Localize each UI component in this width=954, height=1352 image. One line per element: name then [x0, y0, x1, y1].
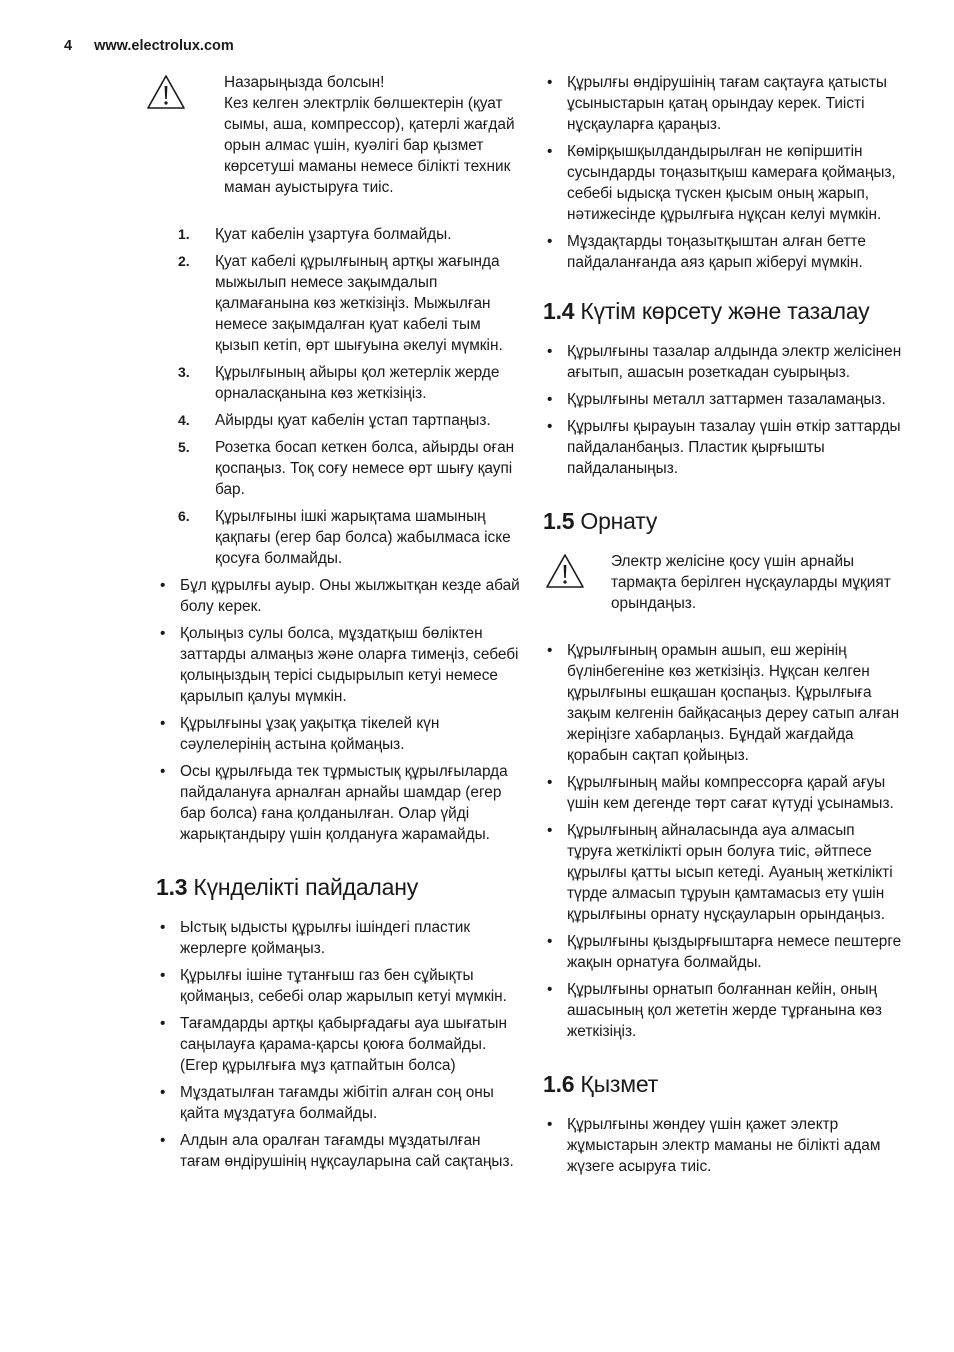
item-text: Розетка босап кеткен болса, айырды оған қоспаңыз. Тоқ соғу немесе өрт шығу қаупі бар. [215, 439, 515, 498]
item-text: Құрылғының айыры қол жетерлік жерде орналасқанына көз жеткізіңіз. [215, 364, 500, 402]
section-number: 1.5 [543, 508, 575, 534]
list-item [178, 437, 521, 500]
bullet-list [543, 341, 903, 479]
warning-block [543, 551, 903, 614]
item-text: Құрылғыны ішкі жарықтама шамының қақпағы (егер бар болса) жабылмаса іске қосуға болмайды. [215, 508, 511, 567]
item-text: Қуат кабелі құрылғының артқы жағында мыжылып немесе зақымдалып қалмағанына көз жеткізіңіз. Мыжылған немесе зақымдалған қуат кабелі тым қызып кетіп, өрт шығуына әкелуі мүмкін. [215, 253, 503, 354]
list-item: • Құрылғының айналасында ауа алмасып тұруға жеткілікті орын болуға тиіс, әйтпесе құрылғы қатты ысып кетеді. Ауаның жеткілікті түрде алмасып тұруын қамтамасыз ету үшін құрылғыны орнату нұсқауларын орындаңыз. [543, 820, 903, 925]
item-text: Қуат кабелін ұзартуға болмайды. [215, 226, 452, 243]
list-item [178, 251, 521, 356]
list-item: • Бұл құрылғы ауыр. Оны жылжытқан кезде абай болу керек. [156, 575, 521, 617]
warning-triangle-icon [545, 553, 585, 589]
page-number: 4 [64, 38, 73, 54]
item-number: 1. [178, 226, 190, 242]
list-item: • Алдын ала оралған тағамды мұздатылған тағам өндірушінің нұқсауларына сай сақтаңыз. [156, 1130, 521, 1172]
list-item: • Құрылғыны металл заттармен тазаламаңыз. [543, 389, 903, 410]
bullet-list [543, 1114, 903, 1177]
list-item [178, 506, 521, 569]
section-number: 1.6 [543, 1071, 575, 1097]
bullet-list [543, 640, 903, 1042]
section-heading-1-6 [543, 1070, 903, 1098]
bullet-list [156, 917, 521, 1172]
list-item [178, 410, 521, 431]
section-title: Орнату [580, 508, 658, 534]
list-item: • Құрылғы қырауын тазалау үшін өткір заттарды пайдаланбаңыз. Пластик қырғышты пайдаланыңыз. [543, 416, 903, 479]
list-item: • Мұздақтарды тоңазытқыштан алған бетте пайдаланғанда аяз қарып жіберуі мүмкін. [543, 231, 903, 273]
list-item: • Мұздатылған тағамды жібітіп алған соң оны қайта мұздатуға болмайды. [156, 1082, 521, 1124]
list-item: • Құрылғыны тазалар алдында электр желісінен ағытып, ашасын розеткадан суырыңыз. [543, 341, 903, 383]
section-heading-1-3 [156, 873, 521, 901]
list-item [178, 224, 521, 245]
item-text: Айырды қуат кабелін ұстап тартпаңыз. [215, 412, 491, 429]
list-item: • Құрылғыны жөндеу үшін қажет электр жұмыстарын электр маманы не білікті адам жүзеге асыруға тиіс. [543, 1114, 903, 1177]
item-number: 2. [178, 253, 190, 269]
list-item: • Құрылғы ішіне тұтанғыш газ бен сұйықты қоймаңыз, себебі олар жарылып кетуі мүмкін. [156, 965, 521, 1007]
list-item: • Осы құрылғыда тек тұрмыстық құрылғыларда пайдалануға арналған арнайы шамдар (егер бар болса) ғана қолданылған. Олар үйді жарықтандыру үшін қолдануға жарамайды. [156, 761, 521, 845]
left-column [156, 72, 521, 1178]
item-number: 6. [178, 508, 190, 524]
section-title: Күнделікті пайдалану [193, 874, 419, 900]
bullet-list [543, 72, 903, 273]
section-title: Қызмет [580, 1071, 659, 1097]
bullet-list [156, 575, 521, 845]
section-heading-1-5 [543, 507, 903, 535]
list-item: • Құрылғыны орнатып болғаннан кейін, оның ашасының қол жететін жерде тұрғанына көз жеткізіңіз. [543, 979, 903, 1042]
warning-block [156, 72, 521, 198]
section-number: 1.4 [543, 298, 575, 324]
section-heading-1-4 [543, 297, 903, 325]
item-number: 5. [178, 439, 190, 455]
list-item: • Қолыңыз сулы болса, мұздатқыш бөліктен заттарды алмаңыз және оларға тимеңіз, себебі қолыңыздың терісі сыдырылып кетуі немесе қарылып қалуы мүмкін. [156, 623, 521, 707]
site-url: www.electrolux.com [94, 38, 234, 54]
list-item: • Құрылғыны ұзақ уақытқа тікелей күн сәулелерінің астына қоймаңыз. [156, 713, 521, 755]
list-item: • Құрылғының майы компрессорға қарай ағуы үшін кем дегенде төрт сағат күтуді ұсынамыз. [543, 772, 903, 814]
section-number: 1.3 [156, 874, 188, 900]
section-title: Күтім көрсету және тазалау [580, 298, 870, 324]
list-item: • Тағамдарды артқы қабырғадағы ауа шығатын саңылауға қарама-қарсы қоюға болмайды. (Егер құрылғыға мұз қатпайтын болса) [156, 1013, 521, 1076]
warning-triangle-icon [146, 74, 186, 110]
list-item: • Ыстық ыдысты құрылғы ішіндегі пластик жерлерге қоймаңыз. [156, 917, 521, 959]
page-header [64, 38, 234, 54]
list-item: • Көмірқышқылдандырылған не көпіршитін сусындарды тоңазытқыш камераға қоймаңыз, себебі ыдысқа түскен қысым оның жарып, нәтижесінде құрылғыға нұқсан келуі мүмкін. [543, 141, 903, 225]
list-item: • Құрылғы өндірушінің тағам сақтауға қатысты ұсыныстарын қатаң орындау керек. Тиісті нұсқауларға қараңыз. [543, 72, 903, 135]
warning-text: Электр желісіне қосу үшін арнайы тармақта берілген нұсқауларды мұқият орындаңыз. [611, 553, 891, 612]
list-item: • Құрылғының орамын ашып, еш жерінің бүлінбегеніне көз жеткізіңіз. Нұқсан келген құрылғыны ешқашан қоспаңыз. Құрылғыға зақым келгенін байқасаңыз дереу сатып алған жеріңізге хабарлаңыз. Бұндай жағдайда қорабын сақтап қойыңыз. [543, 640, 903, 766]
list-item [178, 362, 521, 404]
right-column [543, 72, 903, 1183]
warning-title: Назарыңызда болсын! [224, 74, 385, 91]
item-number: 3. [178, 364, 190, 380]
numbered-list [178, 224, 521, 569]
item-number: 4. [178, 412, 190, 428]
warning-text: Кез келген электрлік бөлшектерін (қуат сымы, аша, компрессор), қатерлі жағдай орын алмас үшін, куәлігі бар қызмет көрсетуші маманы немесе білікті техник маман ауыстыруға тиіс. [224, 95, 515, 196]
list-item: • Құрылғыны қыздырғыштарға немесе пештерге жақын орнатуға болмайды. [543, 931, 903, 973]
